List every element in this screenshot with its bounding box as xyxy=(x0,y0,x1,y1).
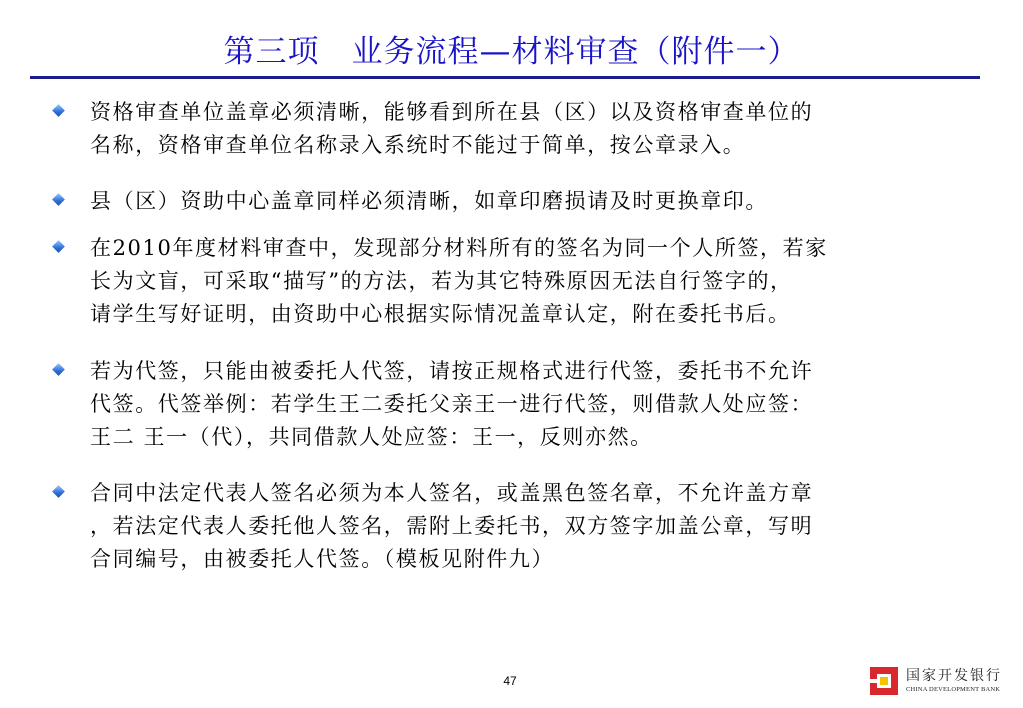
diamond-bullet-icon xyxy=(52,193,65,206)
bullet-text xyxy=(90,232,940,331)
bullet-text xyxy=(90,96,940,162)
bullet-line: 在2010年度材料审查中，发现部分材料所有的签名为同一个人所签，若家 xyxy=(90,236,828,260)
diamond-bullet-icon xyxy=(52,104,65,117)
bullet-line: 资格审查单位盖章必须清晰，能够看到所在县（区）以及资格审查单位的 xyxy=(90,100,814,124)
logo-name-cn: 国家开发银行 xyxy=(906,668,1002,684)
bullet-line: 合同中法定代表人签名必须为本人签名，或盖黑色签名章，不允许盖方章 xyxy=(90,481,814,505)
bank-logo xyxy=(870,665,1015,697)
bullet-text xyxy=(90,477,940,576)
bullet-line: 请学生写好证明，由资助中心根据实际情况盖章认定，附在委托书后。 xyxy=(90,302,791,326)
bullet-line: 长为文盲，可采取“描写”的方法，若为其它特殊原因无法自行签字的， xyxy=(90,269,793,293)
bullet-text xyxy=(90,355,940,454)
bullet-line: 王二 王一（代），共同借款人处应签：王一，反则亦然。 xyxy=(90,425,653,449)
bullet-line: 县（区）资助中心盖章同样必须清晰，如章印磨损请及时更换章印。 xyxy=(90,189,768,213)
cdb-logo-icon xyxy=(870,667,898,695)
title-divider xyxy=(30,76,980,79)
bullet-line: 若为代签，只能由被委托人代签，请按正规格式进行代签，委托书不允许 xyxy=(90,359,814,383)
bullet-line: ，若法定代表人委托他人签名，需附上委托书，双方签字加盖公章，写明 xyxy=(90,514,814,538)
slide-title: 第三项 业务流程—材料审查（附件一） xyxy=(223,34,800,70)
diamond-bullet-icon xyxy=(52,240,65,253)
logo-name-en: CHINA DEVELOPMENT BANK xyxy=(906,686,1001,693)
bullet-line: 代签。代签举例：若学生王二委托父亲王一进行代签，则借款人处应签： xyxy=(90,392,814,416)
bullet-text xyxy=(90,185,940,218)
page-number: 47 xyxy=(503,674,517,688)
bullet-line: 合同编号，由被委托人代签。（模板见附件九） xyxy=(90,547,555,571)
diamond-bullet-icon xyxy=(52,363,65,376)
diamond-bullet-icon xyxy=(52,485,65,498)
bullet-line: 名称，资格审查单位名称录入系统时不能过于简单，按公章录入。 xyxy=(90,133,746,157)
